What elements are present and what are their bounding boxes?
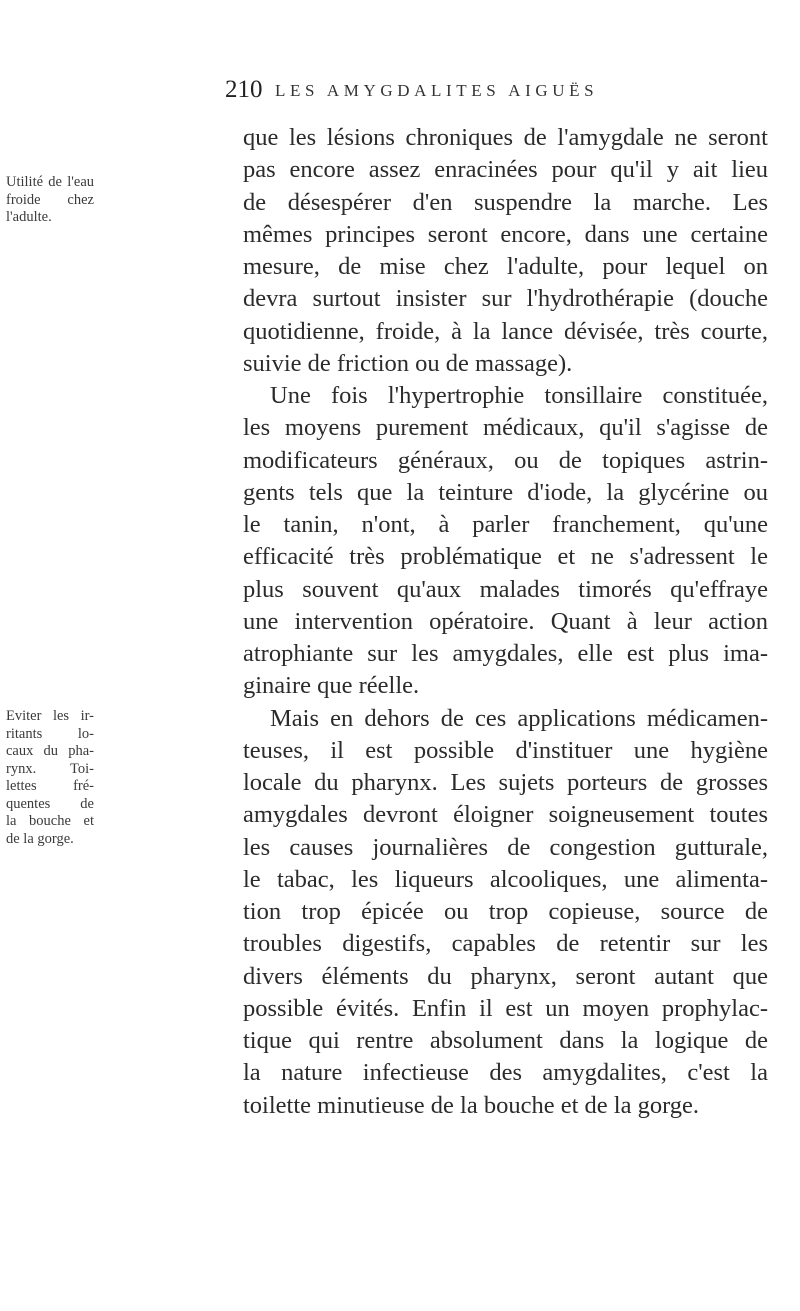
body-line: teuses, il est possible d'instituer une hygiène — [243, 736, 768, 764]
body-line: les causes journalières de congestion gutturale, — [243, 833, 768, 861]
body-line: Une fois l'hypertrophie tonsillaire constituée, — [270, 382, 768, 409]
margin-note-line: de la gorge. — [6, 830, 74, 847]
body-line: divers éléments du pharynx, seront autant que — [243, 962, 768, 990]
body-line: tion trop épicée ou trop copieuse, source de — [243, 898, 768, 925]
body-line: troubles digestifs, capables de retentir sur les — [243, 930, 768, 958]
margin-note-line: froide chez — [6, 191, 94, 208]
margin-note-line: ritants lo- — [6, 725, 94, 742]
body-line: gents tels que la teinture d'iode, la glycérine ou — [243, 478, 768, 506]
page-header — [225, 76, 645, 106]
body-line: possible évités. Enfin il est un moyen prophylac- — [243, 994, 768, 1022]
body-line: pas encore assez enracinées pour qu'il y ait lieu — [243, 156, 768, 184]
margin-note-line: la bouche et — [6, 813, 94, 829]
body-line: plus souvent qu'aux malades timorés qu'effraye — [243, 575, 768, 603]
margin-note-line: Eviter les ir- — [6, 708, 94, 724]
body-text — [243, 122, 768, 1122]
body-line: suivie de friction ou de massage). — [243, 349, 573, 377]
body-line: Mais en dehors de ces applications médicamen- — [270, 704, 768, 732]
margin-note-cold-water — [6, 174, 94, 227]
body-line: amygdales devront éloigner soigneusement toutes — [243, 801, 768, 829]
margin-note-line: caux du pha- — [6, 743, 94, 759]
page-number: 210 — [225, 76, 263, 103]
margin-note-line: lettes fré- — [6, 778, 94, 794]
body-line: une intervention opératoire. Quant à leur action — [243, 607, 768, 635]
margin-note-line: rynx. Toi- — [6, 760, 94, 777]
body-line: mêmes principes seront encore, dans une certaine — [243, 220, 768, 248]
body-line: locale du pharynx. Les sujets porteurs de grosses — [243, 769, 768, 796]
running-title: LES AMYGDALITES AIGUËS — [275, 81, 599, 100]
body-line: le tabac, les liqueurs alcooliques, une alimenta- — [243, 865, 768, 893]
margin-note-avoid-irritants — [6, 708, 94, 848]
margin-note-line: quentes de — [6, 795, 94, 812]
body-line: le tanin, n'ont, à parler franchement, qu'une — [243, 511, 768, 538]
body-line: devra surtout insister sur l'hydrothérapie (douche — [243, 285, 768, 313]
margin-note-line: Utilité de l'eau — [6, 174, 94, 190]
body-line: efficacité très problématique et ne s'adressent le — [243, 543, 768, 571]
body-line: mesure, de mise chez l'adulte, pour lequel on — [243, 253, 768, 280]
body-line: toilette minutieuse de la bouche et de la gorge. — [243, 1091, 700, 1119]
body-line: la nature infectieuse des amygdalites, c'est la — [243, 1059, 768, 1087]
body-line: tique qui rentre absolument dans la logique de — [243, 1027, 768, 1054]
body-line: que les lésions chroniques de l'amygdale ne seront — [243, 124, 768, 151]
body-line: de désespérer d'en suspendre la marche. Les — [243, 188, 768, 216]
body-line: les moyens purement médicaux, qu'il s'agisse de — [243, 414, 768, 442]
body-line: atrophiante sur les amygdales, elle est plus ima- — [243, 640, 768, 667]
body-line: quotidienne, froide, à la lance dévisée, très courte, — [243, 317, 768, 345]
body-line: ginaire que réelle. — [243, 672, 420, 700]
body-line: modificateurs généraux, ou de topiques astrin- — [243, 446, 768, 474]
margin-note-line: l'adulte. — [6, 209, 52, 225]
